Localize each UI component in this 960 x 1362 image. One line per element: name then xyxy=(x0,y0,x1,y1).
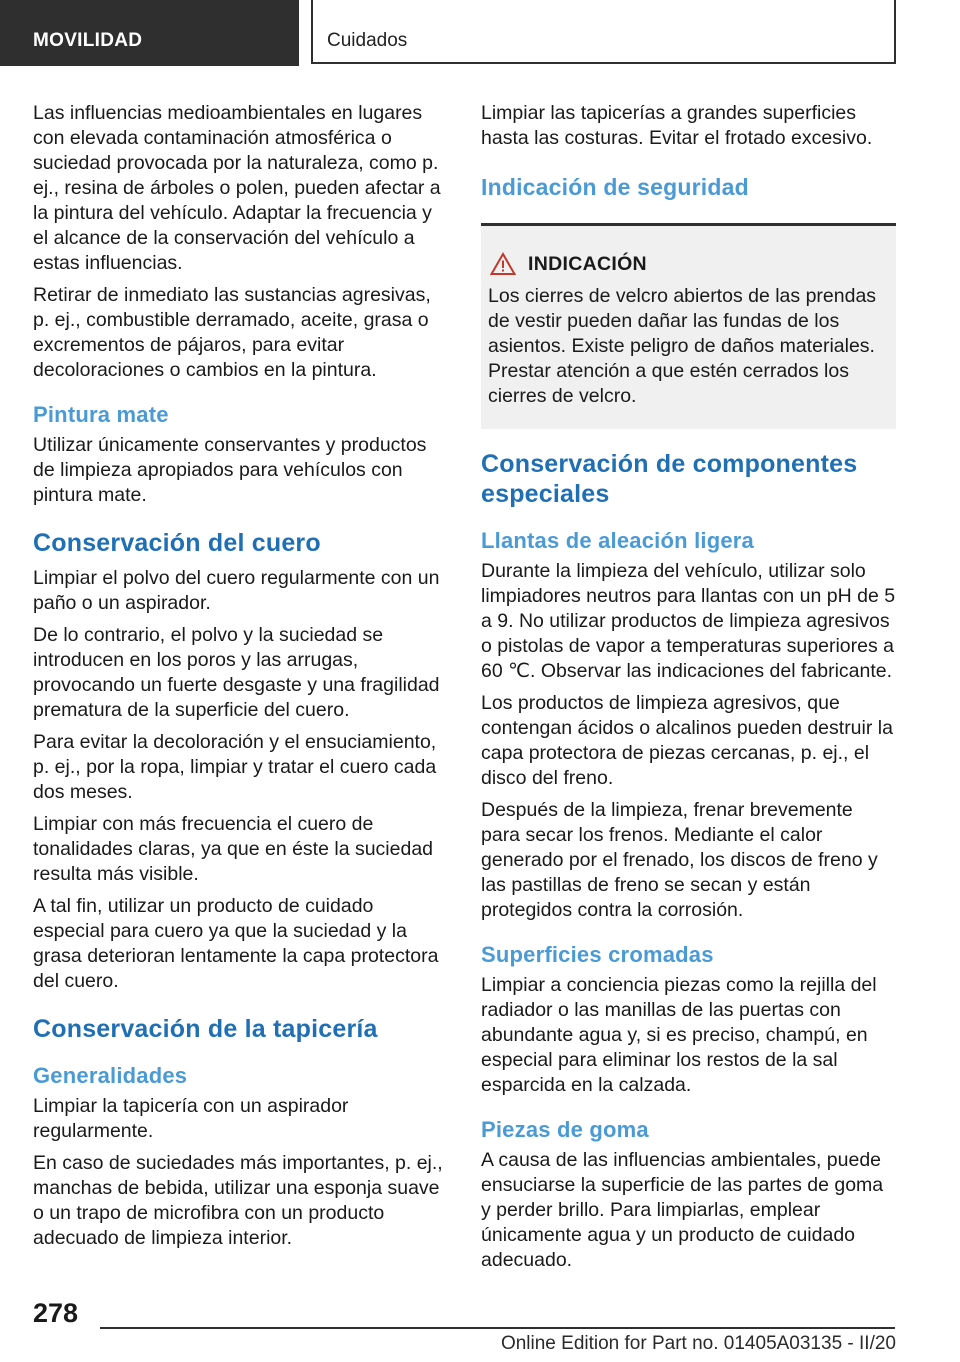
footer-divider xyxy=(100,1327,895,1329)
paragraph-wheels-1: Durante la limpieza del vehículo, utilizar solo limpiadores neutros para llantas con un pH de 5 a 9. No utilizar productos de limpieza agresivos o pistolas de vapor a temperaturas superiores a 60 ℃. Observar las indicaciones del fabricante. xyxy=(481,560,896,682)
paragraph-aggressive-substances: Retirar de inmediato las sustancias agresivas, p. ej., combustible derramado, aceite, grasa o excrementos de pájaros, para evitar decoloraciones o cambios en la pintura. xyxy=(33,284,431,381)
page-header xyxy=(0,0,960,66)
paragraph-chrome: Limpiar a conciencia piezas como la rejilla del radiador o las manillas de las puertas con abundante agua y, si es preciso, champú, en especial para eliminar los restos de la sal esparcida en la calzada. xyxy=(481,974,877,1096)
right-column xyxy=(481,101,896,1280)
notice-title: INDICACIÓN xyxy=(528,252,647,275)
paragraph-environmental: Las influencias medioambientales en lugares con elevada contaminación atmosférica o suciedad provocada por la naturaleza, como p. ej., resina de árboles o polen, pueden afectar a la pintura del vehículo. Adaptar la frecuencia y el alcance de la conservación del vehículo a estas influencias. xyxy=(33,102,441,274)
paragraph-leather-3: Para evitar la decoloración y el ensuciamiento, p. ej., por la ropa, limpiar y tratar el cuero cada dos meses. xyxy=(33,731,437,803)
paragraph-leather-5: A tal fin, utilizar un producto de cuidado especial para cuero ya que la suciedad y la grasa deterioran lentamente la capa protectora del cuero. xyxy=(33,895,439,992)
heading-matte-paint: Pintura mate xyxy=(33,402,169,427)
heading-general: Generalidades xyxy=(33,1063,188,1088)
paragraph-matte-paint: Utilizar únicamente conservantes y productos de limpieza apropiados para vehículos con pintura mate. xyxy=(33,434,427,506)
paragraph-wheels-2: Los productos de limpieza agresivos, que contengan ácidos o alcalinos pueden destruir la capa protectora de piezas cercanas, p. ej., el disco del freno. xyxy=(481,692,893,789)
heading-rubber-parts: Piezas de goma xyxy=(481,1117,649,1142)
section-tab: MOVILIDAD xyxy=(0,0,299,66)
notice-header xyxy=(488,252,884,276)
paragraph-leather-1: Limpiar el polvo del cuero regularmente con un paño o un aspirador. xyxy=(33,567,440,614)
warning-triangle-icon xyxy=(490,252,516,276)
paragraph-general-2: En caso de suciedades más importantes, p. ej., manchas de bebida, utilizar una esponja suave o un trapo de microfibra con un producto adecuado de limpieza interior. xyxy=(33,1152,443,1249)
edition-note: Online Edition for Part no. 01405A03135 - II/20 xyxy=(500,1333,896,1354)
chapter-tab: Cuidados xyxy=(311,0,896,64)
paragraph-upholstery-seams: Limpiar las tapicerías a grandes superficies hasta las costuras. Evitar el frotado excesivo. xyxy=(481,102,873,149)
safety-notice-box xyxy=(481,223,896,429)
paragraph-rubber: A causa de las influencias ambientales, puede ensuciarse la superficie de las partes de goma y perder brillo. Para limpiarlas, emplear únicamente agua y un producto de cuidado adecuado. xyxy=(481,1149,884,1271)
notice-text: Los cierres de velcro abiertos de las prendas de vestir pueden dañar las fundas de los asientos. Existe peligro de daños materiales. Prestar atención a que estén cerrados los cierres de velcro. xyxy=(488,285,877,407)
paragraph-wheels-3: Después de la limpieza, frenar brevemente para secar los frenos. Mediante el calor generado por el frenado, los discos de freno y las pastillas de freno se secan y están protegidos contra la corrosión. xyxy=(481,799,878,921)
left-column xyxy=(33,101,448,1258)
heading-safety-note: Indicación de seguridad xyxy=(481,174,749,200)
page-number: 278 xyxy=(33,1298,79,1328)
heading-leather-care: Conservación del cuero xyxy=(33,529,321,557)
paragraph-leather-2: De lo contrario, el polvo y la suciedad se introducen en los poros y las arrugas, provocando un fuerte desgaste y una fragilidad prematura de la superficie del cuero. xyxy=(33,624,440,721)
heading-special-components: Conservación de componentes especiales xyxy=(481,450,858,508)
heading-alloy-wheels: Llantas de aleación ligera xyxy=(481,528,754,553)
heading-chrome-surfaces: Superficies cromadas xyxy=(481,942,714,967)
paragraph-leather-4: Limpiar con más frecuencia el cuero de tonalidades claras, ya que en éste la suciedad resulta más visible. xyxy=(33,813,434,885)
paragraph-general-1: Limpiar la tapicería con un aspirador regularmente. xyxy=(33,1095,349,1142)
heading-upholstery-care: Conservación de la tapicería xyxy=(33,1015,378,1043)
